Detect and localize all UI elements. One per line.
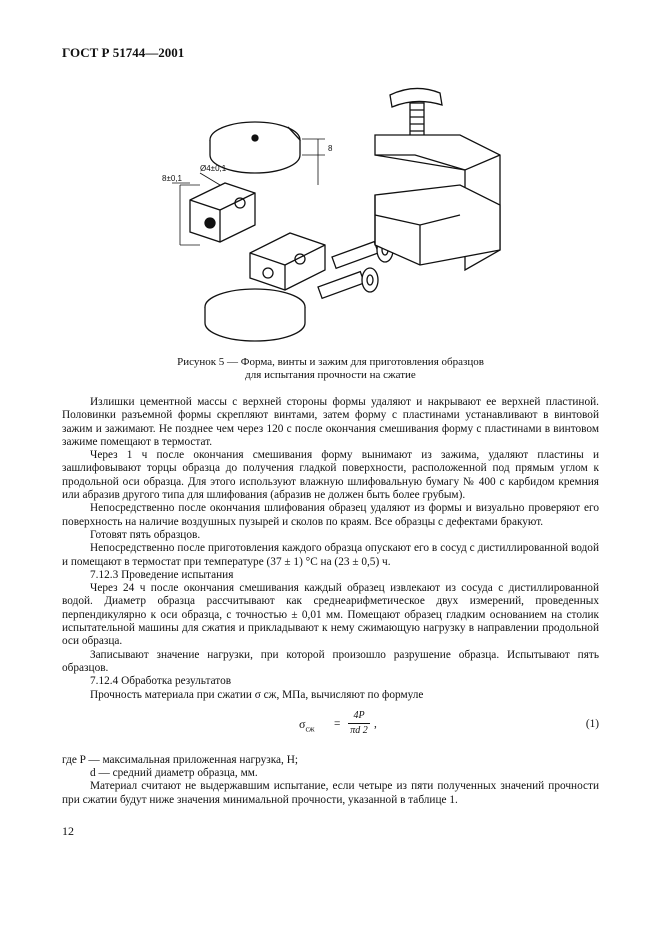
mold-half-right-drawing: [250, 233, 325, 290]
bottom-plate-drawing: [205, 289, 305, 341]
formula-equals: =: [334, 717, 341, 730]
paragraph: Прочность материала при сжатии σ сж, МПа, вычисляют по формуле: [90, 688, 424, 701]
paragraph: Через 1 ч после окончания смешивания форму вынимают из зажима, удаляют пластины и зашлифовывают торцы образца до получения гладкой поверхности, расположенной под прямым углом к продольной оси образца. Для этого используют влажную шлифовальную бумагу № 400 с карбидом кремния или абразив другого типа для шлифования (абразив не должен быть более грубым).: [62, 449, 599, 502]
label-side: 8: [328, 144, 333, 153]
paragraph: Готовят пять образцов.: [90, 528, 201, 541]
paragraph: Через 24 ч после окончания смешивания каждый образец извлекают из сосуда с дистиллированной водой. Диаметр образца рассчитывают как среднеарифметическое двух измерений, проведенных перпендикулярно к оси образца, с точностью ± 0,01 мм. Помещают образец гладким основанием на столик испытательной машины для сжатия и прикладывают к нему сжимающую нагрузку в направлении продольной оси образца.: [62, 582, 599, 648]
figure-mold-screws-clamp: [160, 75, 540, 345]
paragraph-final: Материал считают не выдержавшим испытание, если четыре из пяти полученных значений прочности при сжатии будут ниже значения минимальной прочности, указанной в таблице 1.: [62, 780, 599, 806]
label-diameter: Ø4±0,1: [200, 164, 227, 173]
body-text: [62, 396, 599, 807]
where-d: d — средний диаметр образца, мм.: [90, 767, 258, 780]
document-header: ГОСТ Р 51744—2001: [62, 45, 185, 60]
formula-number: (1): [585, 717, 599, 730]
caption-line-1: Рисунок 5 — Форма, винты и зажим для приготовления образцов: [177, 356, 484, 368]
formula-denominator: πd 2: [350, 725, 368, 737]
clamp-drawing: [375, 88, 500, 270]
mold-half-left-drawing: [190, 183, 255, 242]
figure-caption: [62, 356, 599, 382]
where-p: где P — максимальная приложенная нагрузка, Н;: [62, 753, 298, 766]
label-height: 8±0,1: [162, 174, 182, 183]
page-number: 12: [62, 824, 74, 838]
formula-numerator: 4P: [348, 709, 370, 724]
formula-fraction: [348, 709, 370, 738]
formula-comma: ,: [374, 717, 377, 730]
section-heading-7-12-4: 7.12.4 Обработка результатов: [90, 675, 232, 688]
paragraph: Записывают значение нагрузки, при которой произошло разрушение образца. Испытывают пять образцов.: [62, 648, 599, 674]
caption-line-2: для испытания прочности на сжатие: [245, 369, 416, 381]
paragraph: Непосредственно после окончания шлифования образец удаляют из формы и визуально проверяют его поверхность на наличие воздушных пузырей и сколов по краям. Все образцы с дефектами бракуют.: [62, 502, 599, 528]
formula-lhs: $\sigma_{сж}$: [299, 716, 315, 734]
formula-1: [62, 706, 599, 750]
paragraph: Непосредственно после приготовления каждого образца опускают его в сосуд с дистиллированной водой и помещают в термостат при температуре (37 ± 1) °С на (23 ± 0,5) ч.: [62, 542, 599, 568]
section-heading-7-12-3: 7.12.3 Проведение испытания: [90, 568, 234, 581]
paragraph: Излишки цементной массы с верхней стороны формы удаляют и накрывают ее верхней пластиной. Половинки разъемной формы скрепляют винтами, затем форму с пластинами устанавливают в винтовой зажим и зажимают. Не позднее чем через 120 с после окончания смешивания форму с пластинами в винтовом зажиме помещают в термостат.: [62, 396, 599, 448]
